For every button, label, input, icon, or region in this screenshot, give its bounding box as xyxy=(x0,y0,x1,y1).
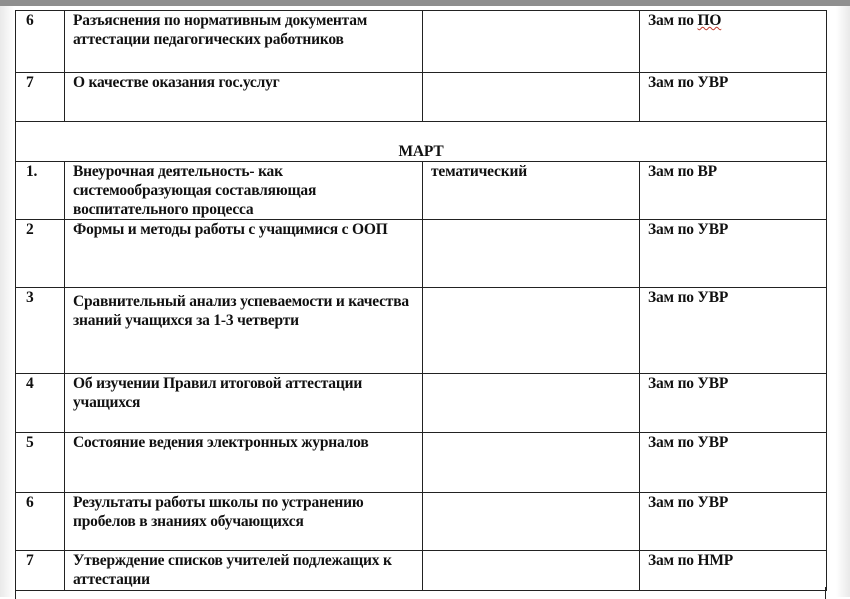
row-topic: Утверждение списков учителей подлежащих к аттестации xyxy=(65,551,423,591)
row-responsible: Зам по УВР xyxy=(640,288,827,374)
table-row xyxy=(16,288,827,374)
row-responsible: Зам по УВР xyxy=(640,220,827,288)
row-type xyxy=(423,11,640,73)
table-row xyxy=(16,551,827,591)
table-row xyxy=(16,433,827,493)
row-topic: Формы и методы работы с учащимися с ООП xyxy=(65,220,423,288)
row-number: 7 xyxy=(16,551,65,591)
row-type xyxy=(423,433,640,493)
table-row xyxy=(16,220,827,288)
row-topic: О качестве оказания гос.услуг xyxy=(65,73,423,122)
plan-table xyxy=(15,10,827,591)
row-topic: Разъяснения по нормативным документам аттестации педагогических работников xyxy=(65,11,423,73)
section-row xyxy=(16,122,827,162)
row-type xyxy=(423,288,640,374)
row-responsible: Зам по УВР xyxy=(640,73,827,122)
row-number: 1. xyxy=(16,162,65,220)
row-type xyxy=(423,220,640,288)
row-type: тематический xyxy=(423,162,640,220)
document-page xyxy=(0,6,850,597)
row-topic: Результаты работы школы по устранению пробелов в знаниях обучающихся xyxy=(65,493,423,551)
row-type xyxy=(423,493,640,551)
row-type xyxy=(423,374,640,433)
responsible-text: Зам по ПО xyxy=(648,12,722,29)
table-row xyxy=(16,493,827,551)
row-number: 5 xyxy=(16,433,65,493)
row-number: 2 xyxy=(16,220,65,288)
table-row xyxy=(16,162,827,220)
row-number: 4 xyxy=(16,374,65,433)
row-topic: Внеурочная деятельность- как системообразующая составляющая воспитательного процесса xyxy=(65,162,423,220)
row-topic-text: Сравнительный анализ успеваемости и качества знаний учащихся за 1-3 четверти xyxy=(73,293,409,329)
row-responsible xyxy=(640,11,827,73)
row-topic xyxy=(65,288,423,374)
table-row xyxy=(16,374,827,433)
table-row xyxy=(16,73,827,122)
row-responsible: Зам по УВР xyxy=(640,374,827,433)
row-number: 7 xyxy=(16,73,65,122)
month-heading: МАРТ xyxy=(16,122,827,162)
row-topic: Об изучении Правил итоговой аттестации учащихся xyxy=(65,374,423,433)
row-number: 6 xyxy=(16,493,65,551)
row-number: 6 xyxy=(16,11,65,73)
row-responsible: Зам по УВР xyxy=(640,493,827,551)
table-continuation xyxy=(15,587,826,599)
row-responsible: Зам по ВР xyxy=(640,162,827,220)
row-type xyxy=(423,551,640,591)
table-row xyxy=(16,11,827,73)
row-number: 3 xyxy=(16,288,65,374)
row-type xyxy=(423,73,640,122)
spellcheck-underline: ПО xyxy=(697,12,722,29)
row-responsible: Зам по НМР xyxy=(640,551,827,591)
row-responsible: Зам по УВР xyxy=(640,433,827,493)
row-topic: Состояние ведения электронных журналов xyxy=(65,433,423,493)
